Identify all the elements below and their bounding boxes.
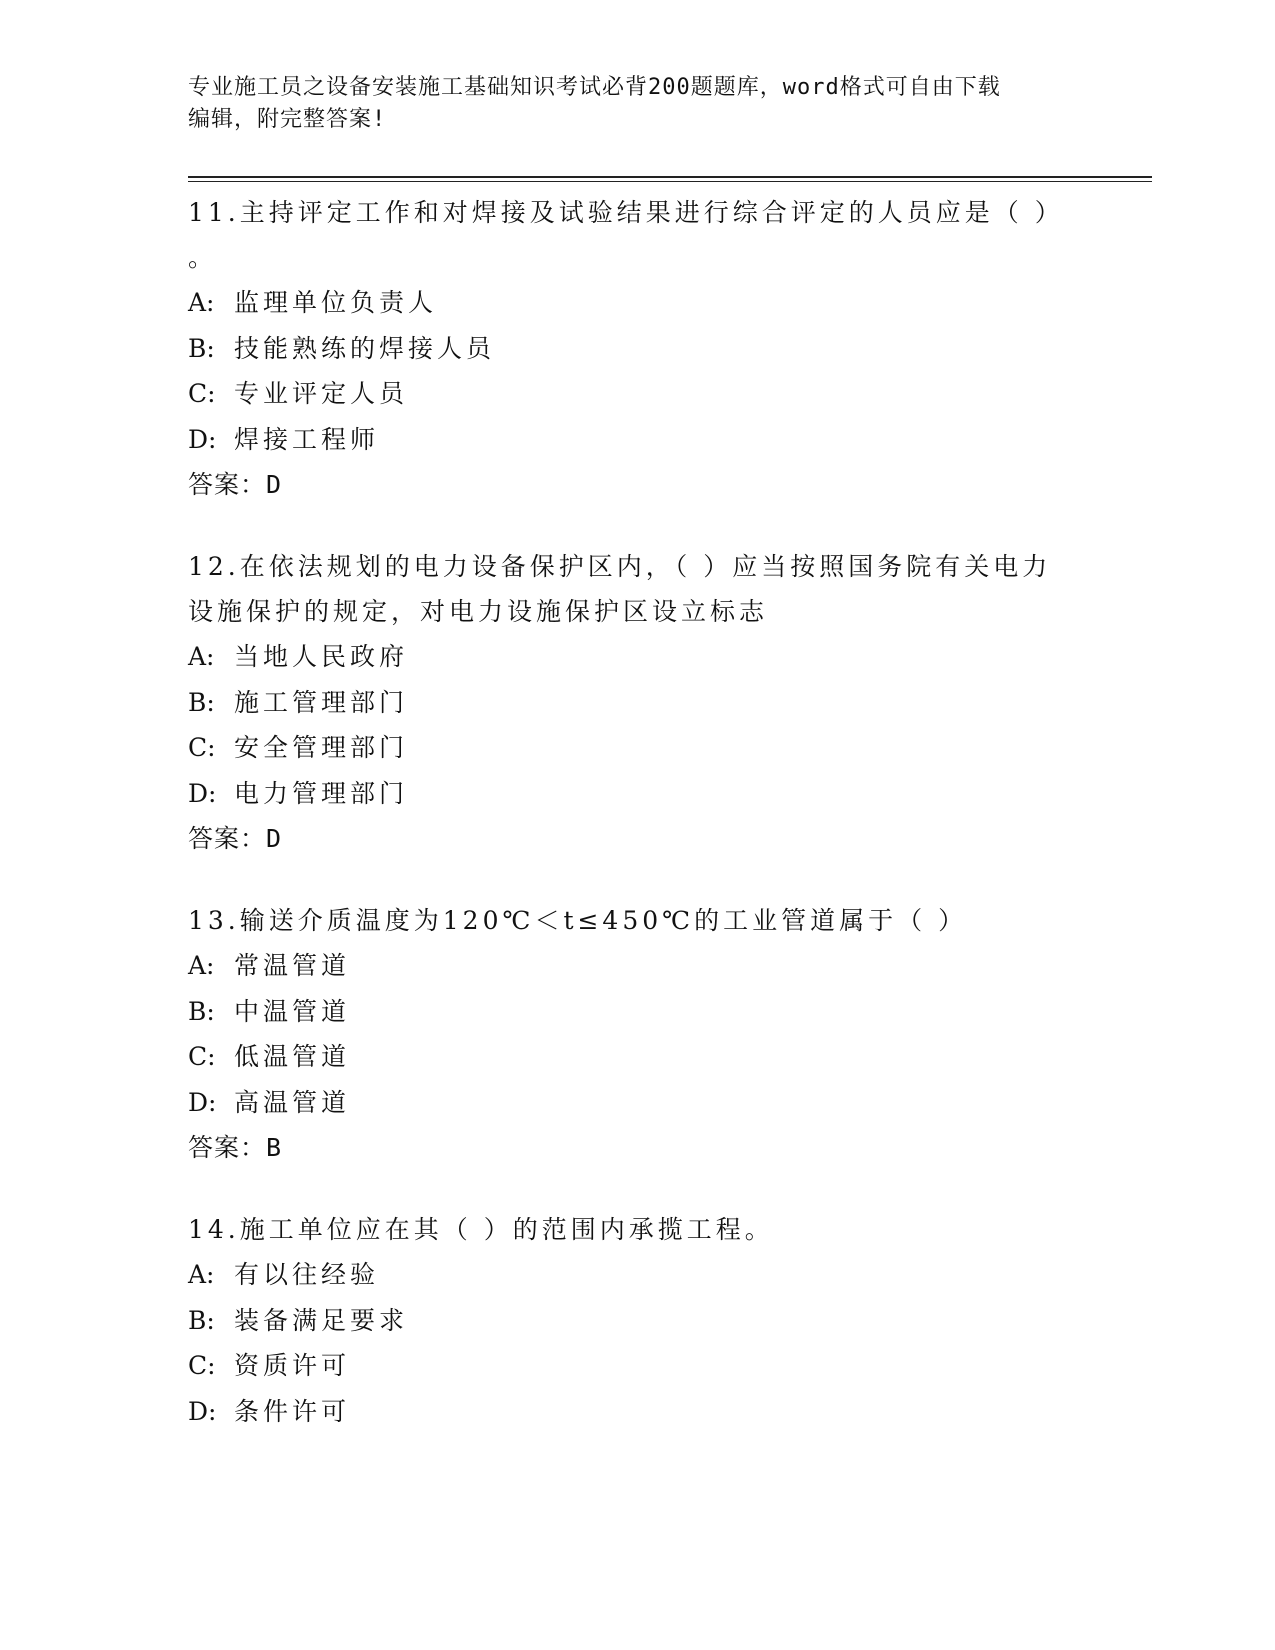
option-d — [188, 1080, 1108, 1126]
option-letter: D: — [188, 1396, 217, 1426]
option-text: 资质许可 — [234, 1351, 351, 1380]
question-stem: 14.施工单位应在其（ ）的范围内承揽工程。 — [188, 1215, 774, 1244]
option-text: 低温管道 — [234, 1042, 351, 1071]
option-text: 技能熟练的焊接人员 — [234, 333, 496, 363]
option-text: 常温管道 — [234, 951, 351, 980]
option-text: 监理单位负责人 — [234, 288, 438, 317]
header-divider-thin — [188, 181, 1152, 182]
answer-line: 答案：D — [188, 470, 283, 499]
option-text: 条件许可 — [234, 1396, 351, 1426]
option-text: 装备满足要求 — [234, 1305, 409, 1335]
option-letter: A: — [188, 1260, 215, 1289]
question-12 — [188, 544, 1108, 861]
option-letter: C: — [188, 1351, 216, 1380]
option-d — [188, 771, 1108, 817]
option-letter: C: — [188, 379, 216, 408]
option-c — [188, 1343, 1108, 1389]
option-letter: B: — [188, 996, 215, 1026]
question-11 — [188, 190, 1108, 507]
option-letter: C: — [188, 1042, 216, 1071]
option-text: 专业评定人员 — [234, 379, 409, 408]
header-divider-thick — [188, 176, 1152, 178]
option-letter: C: — [188, 733, 216, 762]
option-c — [188, 725, 1108, 771]
option-text: 有以往经验 — [234, 1260, 380, 1289]
answer-line: 答案：B — [188, 1133, 283, 1162]
question-stem-continuation: 。 — [188, 243, 218, 272]
option-text: 高温管道 — [234, 1087, 351, 1117]
option-letter: D: — [188, 424, 217, 454]
option-letter: B: — [188, 1305, 215, 1335]
option-d — [188, 1389, 1108, 1435]
question-stem: 12.在依法规划的电力设备保护区内，（ ）应当按照国务院有关电力 — [188, 552, 1052, 581]
option-a — [188, 634, 1108, 680]
option-c — [188, 1034, 1108, 1080]
option-letter: A: — [188, 951, 215, 980]
header-line-2: 编辑，附完整答案! — [188, 107, 387, 132]
option-c — [188, 371, 1108, 417]
option-b — [188, 989, 1108, 1035]
option-b — [188, 326, 1108, 372]
option-letter: B: — [188, 333, 215, 363]
option-a — [188, 280, 1108, 326]
question-list — [188, 190, 1108, 1471]
option-b — [188, 680, 1108, 726]
option-b — [188, 1298, 1108, 1344]
header-line-1: 专业施工员之设备安装施工基础知识考试必背200题题库，word格式可自由下载 — [188, 75, 1001, 100]
option-letter: A: — [188, 642, 215, 671]
option-letter: A: — [188, 288, 215, 317]
option-a — [188, 1252, 1108, 1298]
option-text: 焊接工程师 — [234, 424, 380, 454]
option-letter: B: — [188, 687, 215, 717]
question-stem-continuation: 设施保护的规定，对电力设施保护区设立标志 — [188, 597, 769, 626]
option-letter: D: — [188, 778, 217, 808]
question-stem: 13.输送介质温度为120℃＜t≤450℃的工业管道属于（ ） — [188, 906, 968, 935]
option-d — [188, 417, 1108, 463]
question-14 — [188, 1207, 1108, 1434]
option-text: 当地人民政府 — [234, 642, 409, 671]
question-stem: 11.主持评定工作和对焊接及试验结果进行综合评定的人员应是（ ） — [188, 198, 1064, 227]
question-13 — [188, 898, 1108, 1170]
option-text: 中温管道 — [234, 996, 351, 1026]
option-letter: D: — [188, 1087, 217, 1117]
option-text: 电力管理部门 — [234, 778, 409, 808]
option-text: 施工管理部门 — [234, 687, 409, 717]
option-text: 安全管理部门 — [234, 733, 409, 762]
option-a — [188, 943, 1108, 989]
document-header — [188, 72, 1068, 136]
answer-line: 答案：D — [188, 824, 283, 853]
